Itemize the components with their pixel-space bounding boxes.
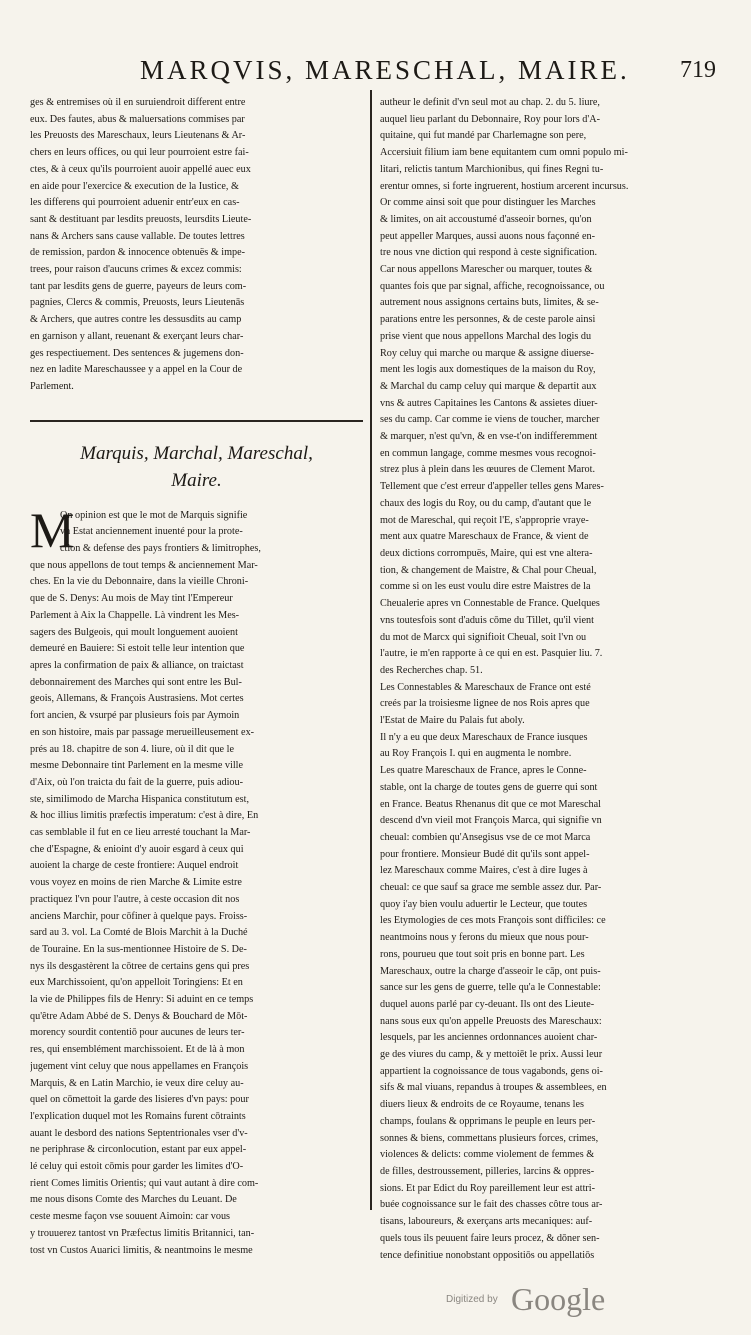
- text-line: mot de Mareschal, qui reçoit l'E, s'approprie vraye-: [380, 514, 589, 526]
- text-line: Car nous appellons Marescher ou marquer, toutes &: [380, 264, 593, 276]
- text-line: comme si on les eust voulu dire estre Maistres de la: [380, 581, 591, 593]
- text-line: me nous disons Comte des Marches du Leuant. De: [30, 1194, 237, 1206]
- text-line: lez Mareschaux comme Maires, c'est à dire Iuges à: [380, 865, 588, 877]
- text-line: au Roy François I. qui en augmenta le nombre.: [380, 748, 572, 760]
- text-line: descend d'vn vieil mot François Marca, qui signifie vn: [380, 815, 602, 827]
- text-line: buée cognoissance sur le fait des chasses côtre tous ar-: [380, 1199, 603, 1211]
- text-line: de filles, destroussement, pilleries, larcins & oppres-: [380, 1166, 595, 1177]
- digitized-by-label: Digitized by: [446, 1294, 498, 1305]
- text-line: eux. Des fautes, abus & maluersations commises par: [30, 113, 245, 125]
- text-line: quoy i'ay bien voulu aduertir le Lecteur, que toutes: [380, 898, 588, 910]
- text-line: y trouuerez tantost vn Præfectus limitis Britannici, tan-: [30, 1227, 255, 1239]
- text-line: ste, similimodo de Marcha Hispanica constitutum est,: [30, 793, 249, 805]
- running-title: MARQVIS, MARESCHAL, MAIRE.: [140, 55, 630, 85]
- section-title-line: Marquis, Marchal, Mareschal,: [80, 442, 313, 464]
- section-title: [30, 440, 363, 494]
- text-line: tost vn Custos Auarici limitis, & neantmoins le mesme: [30, 1244, 253, 1256]
- text-line: en aide pour l'exercice & execution de la Iustice, &: [30, 180, 239, 192]
- text-line: chaux des logis du Roy, ou du camp, d'autant que le: [380, 497, 592, 509]
- text-line: geois, Allemans, & François Austrasiens. Mot certes: [30, 693, 244, 705]
- text-line: Cheualerie apres vn Connestable de France. Quelques: [380, 598, 600, 610]
- text-line: che d'Espagne, & enioint d'y auoir esgard à ceux qui: [30, 843, 244, 855]
- text-line: duquel auons parlé par cy-deuant. Ils ont des Lieute-: [380, 998, 595, 1010]
- text-line: tre nous vne diction qui respond à ceste signification.: [380, 247, 597, 259]
- section-body-text: [30, 501, 363, 1260]
- text-line: rient Comes limitis Orientis; qui vaut autant à dire com-: [30, 1177, 259, 1189]
- text-line: ction & defense des pays frontiers & limitrophes,: [60, 543, 261, 555]
- text-line: nez en ladite Mareschaussee y a appel en la Cour de: [30, 364, 243, 376]
- text-line: parations entre les personnes, & de ceste parole ainsi: [380, 314, 596, 326]
- text-line: sagers des Bulgeois, qui moult longuement auoient: [30, 626, 238, 638]
- text-line: champs, foulans & opprimans le peuple en leurs per-: [380, 1115, 596, 1127]
- text-line: practiquez l'vn pour l'autre, à ceste occasion dit nos: [30, 893, 240, 905]
- right-column-text: [380, 95, 723, 1264]
- text-line: en garnison y allant, reuenant & exerçant leurs char-: [30, 330, 244, 342]
- text-line: Or comme ainsi soit que pour distinguer les Marches: [380, 197, 596, 209]
- text-line: jugement vint celuy que nous appellames en François: [30, 1060, 249, 1072]
- text-line: du mot de Marcx qui signifioit Cheual, soit l'vn ou: [380, 631, 587, 643]
- text-line: quantes fois que par signal, affiche, recognoissance, ou: [380, 280, 605, 292]
- page-header: [30, 55, 721, 95]
- text-line: Les quatre Mareschaux de France, apres le Conne-: [380, 765, 587, 777]
- text-line: l'explication duquel mot les Romains furent cōtraints: [30, 1110, 246, 1122]
- text-line: strez plus à plein dans les œuures de Clement Marot.: [380, 464, 596, 476]
- text-line: cheual: ce que sauf sa grace me semble assez dur. Par-: [380, 882, 602, 894]
- text-line: Parlement à Aix la Chappelle. Là vindrent les Mes-: [30, 609, 240, 621]
- text-line: tant par lesdits gens de guerre, payeurs de leurs com-: [30, 280, 247, 292]
- text-line: sant & destituant par lesdits preuosts, leursdits Lieute-: [30, 213, 252, 225]
- text-line: & limites, on ait accoustumé d'asseoir bornes, qu'on: [380, 213, 592, 225]
- text-line: debonnairement des Marches qui sont entre les Bul-: [30, 676, 242, 688]
- text-line: morency sourdit contentiō pour aucunes de leurs ter-: [30, 1027, 245, 1039]
- text-line: autheur le definit d'vn seul mot au chap. 2. du 5. liure,: [380, 97, 600, 108]
- text-line: autrement nous assignons certains buts, limites, & se-: [380, 297, 599, 309]
- text-line: apres la confirmation de paix & alliance, on traictast: [30, 659, 244, 671]
- text-line: cheual: combien qu'Ansegisus vse de ce mot Marca: [380, 831, 591, 843]
- text-line: d'Aix, où l'on traicta du fait de la guerre, puis adiou-: [30, 776, 244, 788]
- google-logo: Google: [511, 1281, 606, 1317]
- text-line: auoient la charge de ceste frontiere: Auquel endroit: [30, 860, 239, 872]
- text-line: litari, relictis tantum Marchionibus, qui fines Regni tu-: [380, 163, 604, 175]
- column-divider: [370, 90, 372, 1210]
- text-line: les Etymologies de ces mots François sont difficiles: ce: [380, 915, 606, 927]
- text-line: auant le desbord des nations Septentrionales vser d'v-: [30, 1127, 248, 1139]
- text-line: ge des viures du camp, & y mettoiēt le prix. Aussi leur: [380, 1049, 603, 1061]
- text-line: quitaine, qui fut mandé par Charlemagne son pere,: [380, 130, 587, 142]
- text-line: ceste mesme façon vse souuent Aimoin: car vous: [30, 1211, 231, 1223]
- text-line: ges & entremises où il en suruiendroit different entre: [30, 97, 246, 108]
- text-line: auquel lieu parlant du Debonnaire, Roy pour lors d'A-: [380, 113, 600, 125]
- text-line: en commun langage, comme mesmes vous recognoi-: [380, 447, 596, 459]
- section-body: [30, 501, 363, 1260]
- text-line: ne periphrase & circonlocution, estant par eux appel-: [30, 1144, 247, 1156]
- section-rule: [30, 420, 363, 422]
- text-line: ges respectiuement. Des sentences & jugemens don-: [30, 347, 244, 359]
- text-line: rons, pourueu que tout soit pris en bonne part. Les: [380, 948, 585, 960]
- text-line: prise vient que nous appellons Marchal des logis du: [380, 330, 592, 342]
- text-line: pagnies, Clercs & commis, Preuosts, leurs Lieutenās: [30, 297, 245, 309]
- text-line: tion, & changement de Maistre, & Chal pour Cheual,: [380, 564, 597, 576]
- text-line: sions. Et par Edict du Roy pareillement leur est attri-: [380, 1182, 596, 1194]
- text-line: l'autre, ie m'en rapporte à ce qui en est. Pasquier liu. 7.: [380, 648, 603, 660]
- text-line: creés par la troisiesme lignee de nos Rois apres que: [380, 698, 590, 710]
- text-line: & Archers, que autres contre les dessusdits au camp: [30, 314, 242, 326]
- text-line: Les Connestables & Mareschaux de France ont esté: [380, 681, 591, 693]
- text-line: & hoc illius limitis præfectis imperatum: c'est à dire, En: [30, 810, 259, 822]
- text-line: l'Estat de Maire du Palais fut aboly.: [380, 715, 525, 727]
- text-line: Tellement que c'est erreur d'appeller telles gens Mares-: [380, 481, 604, 493]
- text-line: Il n'y a eu que deux Mareschaux de France iusques: [380, 731, 588, 743]
- text-line: ment les logis aux domestiques de la maison du Roy,: [380, 364, 596, 376]
- text-line: sard au 3. vol. La Comté de Blois Marchit à la Duché: [30, 927, 248, 939]
- text-line: trees, pour raison d'aucuns crimes & excez commis:: [30, 264, 242, 276]
- text-line: vn Estat anciennement inuenté pour la prote-: [60, 526, 243, 538]
- text-line: quel on cōmettoit la garde des lisieres d'vn pays: pour: [30, 1094, 249, 1106]
- text-line: de remission, pardon & innocence obtenuës & impe-: [30, 247, 246, 259]
- text-line: demeuré en Bauiere: Si estoit telle leur intention que: [30, 643, 245, 655]
- text-line: peut appeller Marques, aussi auons nous façonné en-: [380, 230, 596, 242]
- text-line: sonnes & biens, commettans plusieurs forces, crimes,: [380, 1132, 599, 1144]
- text-line: cas semblable il fut en ce lieu arresté touchant la Mar-: [30, 827, 251, 839]
- text-line: qu'être Adam Abbé de S. Denys & Bouchard de Mōt-: [30, 1010, 248, 1022]
- text-line: res, qui ensemblément marchissoient. Et de là à mon: [30, 1044, 245, 1056]
- text-line: On opinion est que le mot de Marquis signifie: [60, 509, 248, 521]
- left-top-paragraph: [30, 95, 363, 396]
- text-line: Parlement.: [30, 380, 74, 392]
- page-number: 719: [680, 57, 716, 83]
- text-line: quels tous ils peuuent faire leurs procez, & dōner sen-: [380, 1232, 600, 1244]
- text-line: violences & delicts: comme violement de femmes &: [380, 1149, 595, 1161]
- text-line: stable, ont la charge de toutes gens de guerre qui sont: [380, 781, 598, 793]
- text-line: ses du camp. Car comme ie viens de toucher, marcher: [380, 414, 600, 426]
- text-line: en France. Beatus Rhenanus dit que ce mot Mareschal: [380, 798, 601, 810]
- text-line: nans sous eux qu'on appelle Preuosts des Mareschaux:: [380, 1015, 602, 1027]
- text-line: anciens Marchir, pour cōfiner à quelque pays. Froiss-: [30, 910, 248, 922]
- text-line: tence definitiue nonobstant oppositiōs ou appellatiōs: [380, 1249, 595, 1261]
- text-line: fort ancien, & vsurpé par plusieurs fois par Aymoin: [30, 710, 240, 722]
- text-line: lesquels, par les anciennes ordonnances auoient char-: [380, 1032, 598, 1044]
- text-line: nans & Archers sans cause vallable. De toutes lettres: [30, 230, 245, 242]
- text-line: en son histoire, mais par passage merueilleusement ex-: [30, 726, 255, 738]
- text-line: la vie de Philippes fils de Henry: Si aduint en ce temps: [30, 994, 254, 1006]
- text-line: erentur omnes, si forte ingruerent, hostium arcerent incursus.: [380, 180, 629, 192]
- text-line: eux Marchissoient, qu'on appelloit Toringiens: Et en: [30, 977, 243, 989]
- left-column: [30, 95, 363, 1259]
- text-line: des Recherches chap. 51.: [380, 664, 483, 676]
- text-line: les differens qui pourroient aduenir entr'eux en cas-: [30, 197, 240, 209]
- text-line: neantmoins nous y ferons du mieux que nous pour-: [380, 932, 589, 944]
- text-line: que de S. Denys: Au mois de May tint l'Empereur: [30, 593, 233, 605]
- footer: [0, 1281, 751, 1320]
- text-line: ctes, & à ceux qu'ils pourroient auoir appellé auec eux: [30, 163, 251, 175]
- section-title-line: Maire.: [171, 469, 222, 491]
- right-column: [380, 95, 723, 1264]
- drop-cap: M: [30, 501, 75, 558]
- text-line: ches. En la vie du Debonnaire, dans la vieille Chroni-: [30, 576, 249, 588]
- text-line: sifs & mal viuans, repandus à troupes & assemblees, en: [380, 1082, 607, 1094]
- text-line: diuers lieux & endroits de ce Royaume, tenans les: [380, 1099, 584, 1111]
- text-line: mesme Debonnaire tint Parlement en la mesme ville: [30, 760, 244, 772]
- text-line: nys ils desgastèrent la cōtree de certains gens qui pres: [30, 960, 250, 972]
- text-line: Roy celuy qui marche ou marque & assigne diuerse-: [380, 347, 594, 359]
- text-line: lé celuy qui estoit cōmis pour garder les limites d'O-: [30, 1161, 244, 1173]
- text-line: Marquis, & en Latin Marchio, ie veux dire celuy au-: [30, 1077, 244, 1089]
- text-line: deux dictions corrompuës, Maire, qui est vne altera-: [380, 547, 593, 559]
- text-line: vns toutesfois sont d'aduis cōme du Tillet, qu'il vient: [380, 614, 594, 626]
- text-line: & marquer, n'est qu'vn, & en vse-t'on indifferemment: [380, 431, 598, 443]
- text-line: les Preuosts des Mareschaux, leurs Lieutenans & Ar-: [30, 130, 246, 142]
- text-line: pour frontiere. Monsieur Budé dit qu'ils sont appel-: [380, 848, 590, 860]
- text-line: chers en leurs offices, ou qui leur pourroient estre fai-: [30, 147, 249, 159]
- text-line: vns & autres Capitaines les Cantons & assietes diuer-: [380, 397, 598, 409]
- text-line: que nous appellons de tout temps & anciennement Mar-: [30, 559, 258, 571]
- text-line: prés au 18. chapitre de son 4. liure, où il dit que le: [30, 743, 234, 755]
- text-line: tisans, laboureurs, & exerçans arts mecaniques: auf-: [380, 1216, 593, 1228]
- text-line: de Touraine. En la sus-mentionnee Histoire de S. De-: [30, 943, 247, 955]
- text-line: vous voyez en moins de rien Marche & Limite estre: [30, 877, 242, 889]
- text-line: Accersiuit filium iam bene equitantem cum omni populo mi-: [380, 147, 628, 159]
- text-line: Mareschaux, outre la charge d'asseoir le cāp, ont puis-: [380, 965, 601, 977]
- text-line: appartient la cognoissance de tous vagabonds, gens oi-: [380, 1065, 603, 1077]
- text-line: & Marchal du camp celuy qui marque & departit aux: [380, 380, 597, 392]
- text-line: ment aux quatre Mareschaux de France, & vient de: [380, 531, 589, 543]
- text-line: sance sur les gens de guerre, telle qu'a le Connestable:: [380, 982, 601, 994]
